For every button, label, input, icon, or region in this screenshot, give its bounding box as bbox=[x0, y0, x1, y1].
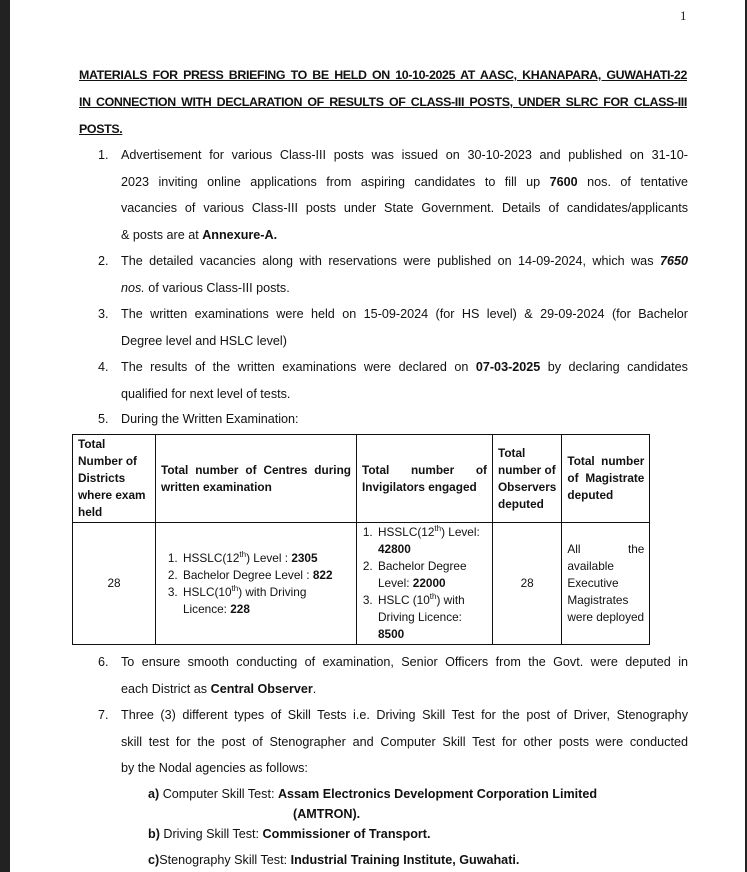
vacancy-count: 7600 bbox=[549, 174, 578, 189]
list-item-3 bbox=[98, 301, 688, 354]
item-text: During the Written Examination: bbox=[121, 412, 299, 426]
annexure-ref: Annexure-A. bbox=[202, 227, 278, 242]
list-item-6 bbox=[98, 649, 688, 702]
document-title bbox=[79, 62, 687, 143]
centre-item: 2. Bachelor Degree Level : 822 bbox=[181, 567, 351, 584]
item-text: The results of the written examinations were declared on 07-03-2025 by declaring candidates bbox=[121, 360, 688, 374]
header-districts: Total Number of Districts where exam held bbox=[73, 435, 156, 523]
invigilator-item: 1. HSSLC(12th) Level: 42800 bbox=[376, 524, 487, 558]
item-text: & posts are at Annexure-A. bbox=[121, 227, 278, 242]
item-number: 4. bbox=[98, 360, 109, 374]
item-text: Degree level and HSLC level) bbox=[121, 333, 287, 348]
item-text: by the Nodal agencies as follows: bbox=[121, 761, 308, 775]
item-text: To ensure smooth conducting of examination, Senior Officers from the Govt. were deputed in bbox=[121, 655, 688, 669]
list-item-2 bbox=[98, 248, 688, 301]
cell-observers: 28 bbox=[493, 523, 562, 645]
item-number: 5. bbox=[98, 412, 109, 426]
cell-invigilators bbox=[357, 523, 493, 645]
item-text: each District as Central Observer. bbox=[121, 681, 317, 696]
item-number: 2. bbox=[98, 254, 109, 268]
list-item-4 bbox=[98, 354, 688, 407]
header-invigilators: Total number of Invigilators engaged bbox=[357, 435, 493, 523]
centre-item: 3. HSLC(10th) with Driving Licence: 228 bbox=[181, 584, 351, 618]
cell-districts: 28 bbox=[73, 523, 156, 645]
agency-name: Assam Electronics Development Corporation Limited bbox=[277, 787, 598, 801]
centre-item: 1. HSSLC(12th) Level : 2305 bbox=[181, 550, 351, 567]
invigilator-item: 2. Bachelor Degree Level: 22000 bbox=[376, 558, 487, 592]
list-item-5 bbox=[98, 406, 688, 433]
document-page bbox=[10, 0, 745, 872]
item-number: 7. bbox=[98, 708, 109, 722]
item-text: Advertisement for various Class-III posts was issued on 30-10-2023 and published on 31-10- bbox=[121, 148, 688, 162]
agency-item-c: c)Stenography Skill Test: Industrial Training Institute, Guwahati. bbox=[148, 853, 520, 867]
item-number: 3. bbox=[98, 307, 109, 321]
item-text: Three (3) different types of Skill Tests i.e. Driving Skill Test for the post of Driver, Stenography bbox=[121, 708, 688, 722]
item-text: nos. of various Class-III posts. bbox=[121, 280, 290, 295]
table-row bbox=[73, 523, 650, 645]
header-centres: Total number of Centres during written examination bbox=[156, 435, 357, 523]
page-number: 1 bbox=[680, 8, 687, 23]
agency-item-a-cont: (AMTRON). bbox=[293, 807, 361, 821]
cell-magistrates: All the available Executive Magistrates were deployed bbox=[562, 523, 650, 645]
item-number: 1. bbox=[98, 148, 109, 162]
list-item-7 bbox=[98, 702, 688, 782]
item-text: vacancies of various Class-III posts under State Government. Details of candidates/applicants bbox=[121, 201, 688, 215]
agency-item-b: b) Driving Skill Test: Commissioner of Transport. bbox=[148, 827, 431, 841]
item-text: qualified for next level of tests. bbox=[121, 386, 291, 401]
item-number: 6. bbox=[98, 655, 109, 669]
item-text: The detailed vacancies along with reservations were published on 14-09-2024, which was 7650 bbox=[121, 254, 688, 268]
item-text: The written examinations were held on 15-09-2024 (for HS level) & 29-09-2024 (for Bachelor bbox=[121, 307, 688, 321]
agency-name: Commissioner of Transport. bbox=[262, 827, 431, 841]
invigilator-item: 3. HSLC (10th) with Driving Licence: 8500 bbox=[376, 592, 487, 643]
list-item-1 bbox=[98, 142, 688, 248]
title-line-3: POSTS. bbox=[79, 122, 123, 136]
table-header-row bbox=[73, 435, 650, 523]
vacancy-count: 7650 bbox=[659, 254, 688, 268]
title-line-2: IN CONNECTION WITH DECLARATION OF RESULTS OF CLASS-III POSTS, UNDER SLRC FOR CLASS-III bbox=[79, 95, 687, 109]
item-text: 2023 inviting online applications from aspiring candidates to fill up 7600 nos. of tentative bbox=[121, 174, 688, 189]
cell-centres bbox=[156, 523, 357, 645]
result-date: 07-03-2025 bbox=[475, 360, 541, 374]
central-observer: Central Observer bbox=[210, 681, 313, 696]
agency-item-a: a) Computer Skill Test: Assam Electronics Development Corporation Limited bbox=[148, 787, 598, 801]
agency-name: Industrial Training Institute, Guwahati. bbox=[290, 853, 520, 867]
header-observers: Total number of Observers deputed bbox=[493, 435, 562, 523]
title-line-1: MATERIALS FOR PRESS BRIEFING TO BE HELD ON 10-10-2025 AT AASC, KHANAPARA, GUWAHATI-22 bbox=[79, 68, 687, 82]
item-text: skill test for the post of Stenographer and Computer Skill Test for other posts were conducted bbox=[121, 734, 688, 749]
header-magistrates: Total number of Magistrate deputed bbox=[562, 435, 650, 523]
written-exam-table bbox=[72, 434, 650, 645]
